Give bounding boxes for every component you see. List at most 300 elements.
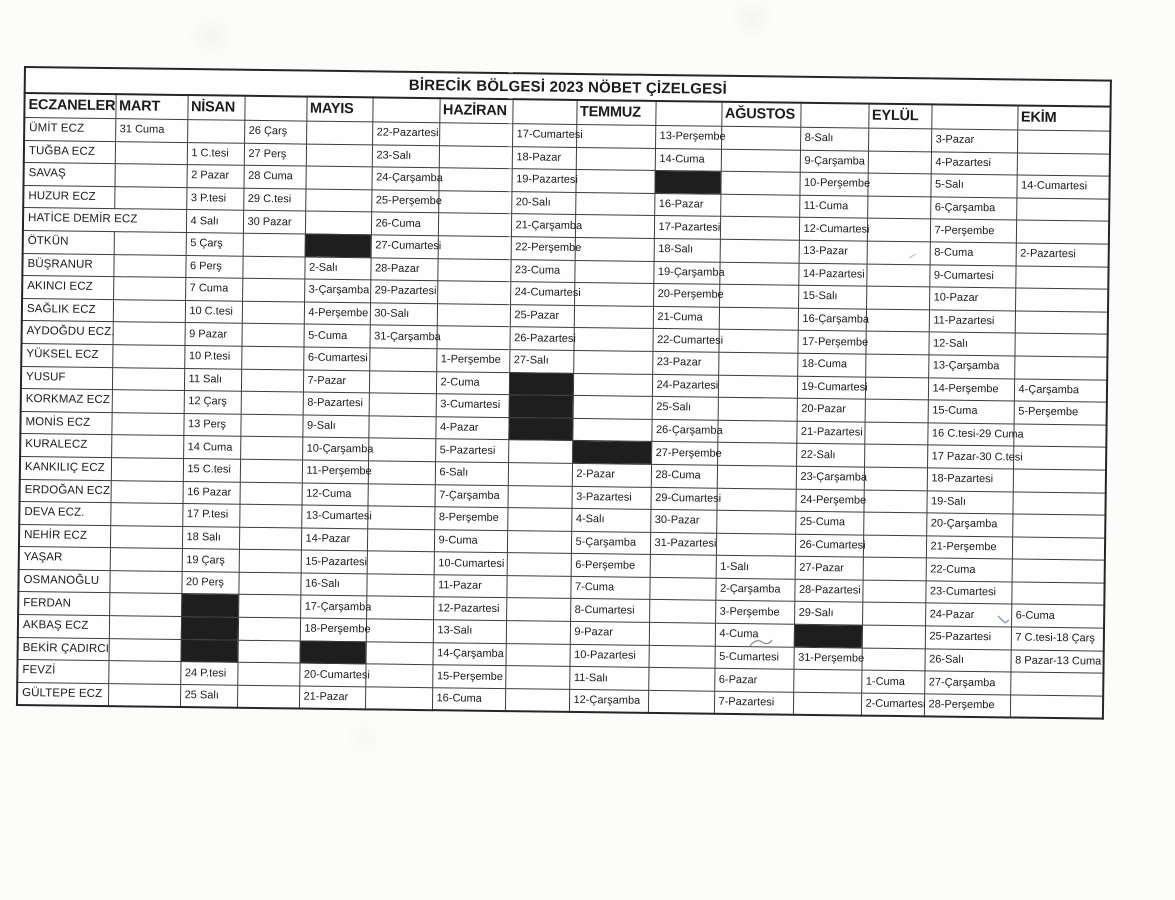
duty-date-cell: 8 Pazar-13 Cuma (1010, 650, 1103, 674)
empty-cell (1013, 446, 1106, 470)
empty-cell (438, 236, 511, 260)
empty-cell (720, 171, 799, 195)
empty-cell (862, 603, 925, 626)
pharmacy-name: ÖTKÜN (23, 230, 114, 254)
empty-cell (113, 299, 185, 322)
duty-date-cell: 8-Cumartesi (570, 599, 649, 623)
empty-cell (718, 330, 797, 354)
empty-cell (366, 619, 433, 642)
empty-cell (114, 164, 186, 187)
empty-cell (112, 390, 184, 413)
empty-cell (505, 688, 569, 712)
pharmacy-name: YAŞAR (19, 547, 110, 571)
duty-date-cell: 4-Perşembe (304, 302, 370, 325)
empty-cell (369, 393, 436, 416)
duty-date-cell: 2-Salı (304, 257, 370, 280)
empty-cell (109, 593, 181, 616)
empty-cell (439, 145, 512, 169)
empty-cell (1012, 514, 1105, 538)
empty-cell (867, 241, 930, 264)
empty-cell (719, 262, 798, 286)
duty-date-cell: 10-Cumartesi (434, 552, 507, 576)
empty-cell (863, 557, 926, 580)
column-header-eczaneler: ECZANELER (24, 93, 115, 119)
empty-cell (574, 260, 653, 284)
duty-date-cell: 2-Cumartesi (861, 693, 924, 717)
pharmacy-name: SAĞLIK ECZ (22, 298, 113, 322)
duty-date-cell: 31 Cuma (115, 119, 187, 142)
empty-cell (241, 391, 303, 414)
duty-date-cell: 19-Pazartesi (511, 169, 575, 192)
duty-date-cell: 16-Cuma (432, 688, 505, 712)
empty-cell (1017, 153, 1110, 177)
duty-date-cell: 3-Cumartesi (436, 394, 509, 418)
duty-date-cell: 5-Pazartesi (435, 439, 508, 463)
empty-cell (1012, 559, 1105, 583)
duty-date-cell: 2-Pazartesi (1016, 243, 1109, 267)
empty-cell (366, 596, 433, 619)
duty-date-cell: 5 Çarş (186, 233, 243, 256)
empty-cell (721, 126, 800, 150)
empty-cell (864, 422, 927, 445)
pharmacy-name: HATİCE DEMİR ECZ (23, 208, 186, 233)
duty-date-cell: 29 C.tesi (243, 188, 305, 211)
duty-date-cell: 7-Çarşamba (434, 484, 507, 508)
empty-cell (867, 173, 930, 196)
duty-date-cell: 24-Pazar (925, 603, 1011, 627)
duty-date-cell: 12-Cuma (302, 483, 368, 506)
empty-cell (1013, 469, 1106, 493)
empty-cell (717, 465, 796, 489)
duty-date-cell: 25-Salı (652, 397, 718, 420)
duty-date-cell: 27-Cumartesi (371, 235, 438, 258)
duty-date-cell: 6-Perşembe (571, 554, 650, 578)
duty-date-cell: 7-Pazar (303, 370, 369, 393)
empty-cell (367, 506, 434, 529)
duty-date-cell: 23-Cumartesi (925, 581, 1011, 605)
duty-date-cell: 27-Pazar (795, 557, 863, 580)
pharmacy-name: OSMANOĞLU (18, 569, 109, 593)
duty-date-cell: 10 P.tesi (184, 345, 241, 368)
duty-date-cell: 11-Salı (569, 667, 648, 691)
duty-date-cell: 8-Perşembe (434, 507, 507, 531)
empty-cell (240, 414, 302, 437)
empty-cell (238, 640, 300, 663)
duty-date-cell: 2-Pazar (572, 463, 651, 487)
duty-date-cell: 5-Perşembe (1014, 401, 1107, 425)
empty-cell (572, 418, 651, 442)
empty-cell (649, 577, 715, 600)
empty-cell (507, 485, 571, 508)
empty-cell (368, 461, 435, 484)
empty-cell (576, 147, 655, 171)
duty-schedule-sheet (16, 66, 1110, 720)
duty-date-cell: 26-Cuma (371, 212, 438, 235)
duty-date-cell: 29-Salı (794, 602, 862, 625)
duty-date-cell: 21-Pazartesi (796, 421, 864, 444)
duty-date-cell: 6-Pazar (714, 668, 793, 692)
duty-date-cell: 22-Pazartesi (372, 122, 439, 145)
pharmacy-name: KANKILIÇ ECZ (20, 456, 111, 480)
duty-date-cell: 25-Pazar (510, 304, 574, 327)
empty-cell (717, 420, 796, 444)
empty-cell (243, 233, 305, 256)
duty-date-cell: 21-Cuma (653, 306, 719, 329)
empty-cell (716, 533, 795, 557)
duty-date-cell: 24-Pazartesi (652, 374, 718, 397)
duty-date-cell: 24-Perşembe (795, 489, 863, 512)
empty-cell (866, 309, 929, 332)
duty-date-cell: 23-Pazar (652, 351, 718, 374)
empty-cell (863, 512, 926, 535)
duty-date-cell: 9-Salı (302, 415, 368, 438)
empty-cell (648, 668, 714, 691)
duty-date-cell: 12-Çarşamba (569, 689, 648, 713)
pharmacy-name: ERDOĞAN ECZ (20, 479, 111, 503)
duty-date-cell: 28-Pazar (370, 257, 437, 280)
empty-cell (863, 490, 926, 513)
column-header-empty (512, 99, 576, 124)
empty-cell (1014, 356, 1107, 380)
duty-date-cell: 11-Perşembe (302, 460, 368, 483)
empty-cell (793, 692, 861, 716)
empty-cell (367, 529, 434, 552)
empty-cell (109, 616, 181, 639)
empty-cell (110, 525, 182, 548)
empty-cell (507, 530, 571, 553)
duty-date-cell: 14-Cuma (655, 148, 721, 171)
duty-date-cell: 15-Salı (798, 285, 866, 308)
empty-cell (576, 124, 655, 148)
duty-date-cell: 20-Çarşamba (926, 513, 1012, 537)
empty-cell (1015, 266, 1108, 290)
empty-cell (114, 186, 186, 209)
duty-date-cell: 3-Çarşamba (304, 279, 370, 302)
pharmacy-name: BEKİR ÇADIRCI (18, 637, 109, 661)
empty-cell (109, 638, 181, 661)
duty-date-cell: 26 Çarş (244, 120, 306, 143)
duty-date-cell: 18 Salı (182, 526, 239, 549)
column-header-ni̇san: NİSAN (187, 95, 244, 120)
empty-cell (242, 278, 304, 301)
duty-date-cell: 23-Salı (372, 144, 439, 167)
empty-cell (305, 211, 371, 234)
duty-date-cell: 10-Perşembe (799, 172, 867, 195)
empty-cell (237, 662, 299, 685)
pharmacy-name: BÜŞRANUR (22, 253, 113, 277)
duty-date-cell: 24-Çarşamba (371, 167, 438, 190)
page-title: BİRECİK BÖLGESİ 2023 NÖBET ÇİZELGESİ (25, 67, 1111, 107)
empty-cell (242, 256, 304, 279)
empty-cell (575, 215, 654, 239)
empty-cell (573, 328, 652, 352)
empty-cell (864, 444, 927, 467)
duty-date-cell: 14-Pazar (301, 528, 367, 551)
empty-cell (573, 350, 652, 374)
duty-date-cell: 12 Çarş (184, 391, 241, 414)
pharmacy-name: YÜKSEL ECZ (21, 343, 112, 367)
empty-cell (305, 189, 371, 212)
duty-date-cell: 1-Salı (716, 556, 795, 580)
empty-cell (239, 504, 301, 527)
duty-date-cell: 9-Cuma (434, 529, 507, 553)
duty-date-cell: 16-Çarşamba (798, 308, 866, 331)
empty-cell (438, 168, 511, 192)
duty-date-cell: 20 Perş (181, 571, 238, 594)
duty-date-cell: 8-Cuma (930, 242, 1016, 266)
column-header-empty (655, 101, 721, 126)
empty-cell (1015, 311, 1108, 335)
duty-date-cell: 20-Cumartesi (299, 663, 365, 686)
empty-cell (437, 281, 510, 305)
duty-date-cell: 31-Perşembe (793, 647, 861, 670)
empty-cell (110, 548, 182, 571)
empty-cell (366, 641, 433, 664)
duty-date-cell: 1 C.tesi (187, 142, 244, 165)
duty-date-cell: 13-Pazar (799, 240, 867, 263)
duty-date-cell: 30-Salı (370, 303, 437, 326)
filled-black-cell (654, 171, 720, 194)
duty-date-cell: 16 Pazar (183, 481, 240, 504)
duty-date-cell: 19-Salı (926, 490, 1012, 514)
duty-date-cell: 25-Perşembe (371, 190, 438, 213)
filled-black-cell (181, 617, 238, 640)
duty-date-cell: 2-Çarşamba (715, 578, 794, 602)
empty-cell (862, 625, 925, 648)
duty-date-cell: 2 Pazar (186, 165, 243, 188)
duty-date-cell: 17-Cumartesi (512, 124, 576, 147)
duty-date-cell: 18-Cuma (797, 353, 865, 376)
duty-date-cell: 30 Pazar (243, 211, 305, 234)
pharmacy-name: ÜMİT ECZ (24, 118, 115, 142)
duty-date-cell: 31-Çarşamba (369, 325, 436, 348)
empty-cell (237, 685, 299, 709)
empty-cell (865, 354, 928, 377)
duty-date-cell: 16-Salı (300, 573, 366, 596)
duty-date-cell: 15-Pazartesi (301, 550, 367, 573)
duty-date-cell: 18-Pazartesi (927, 468, 1013, 492)
pharmacy-name: NEHİR ECZ (19, 524, 110, 548)
duty-date-cell: 7-Pazartesi (714, 691, 793, 715)
empty-cell (720, 239, 799, 263)
empty-cell (368, 416, 435, 439)
empty-cell (866, 286, 929, 309)
empty-cell (1012, 537, 1105, 561)
pharmacy-name: SAVAŞ (24, 163, 115, 187)
duty-date-cell: 29-Cumartesi (650, 487, 716, 510)
empty-cell (716, 488, 795, 512)
empty-cell (110, 503, 182, 526)
empty-cell (505, 666, 569, 689)
empty-cell (718, 397, 797, 421)
empty-cell (718, 375, 797, 399)
empty-cell (867, 196, 930, 219)
empty-cell (436, 326, 509, 350)
empty-cell (241, 369, 303, 392)
empty-cell (506, 575, 570, 598)
duty-date-cell: 6-Cuma (1011, 604, 1104, 628)
duty-date-cell: 12-Cumartesi (799, 218, 867, 241)
empty-cell (437, 303, 510, 327)
duty-date-cell: 5-Cumartesi (714, 646, 793, 670)
duty-date-cell: 2-Cuma (436, 371, 509, 395)
duty-date-cell: 26-Cumartesi (795, 534, 863, 557)
duty-date-cell: 4-Pazartesi (931, 151, 1017, 175)
empty-cell (1017, 130, 1110, 154)
duty-date-cell: 26-Salı (924, 649, 1010, 673)
duty-date-cell: 4-Cuma (715, 623, 794, 647)
duty-date-cell: 13 Perş (183, 413, 240, 436)
column-header-empty (244, 96, 306, 121)
empty-cell (866, 264, 929, 287)
duty-date-cell: 10-Pazar (929, 287, 1015, 311)
empty-cell (721, 149, 800, 173)
empty-cell (574, 305, 653, 329)
duty-date-cell: 6 Perş (185, 255, 242, 278)
duty-date-cell: 18-Salı (654, 238, 720, 261)
empty-cell (241, 324, 303, 347)
column-header-mart: MART (115, 94, 187, 119)
empty-cell (113, 277, 185, 300)
empty-cell (111, 458, 183, 481)
empty-cell (113, 322, 185, 345)
empty-cell (864, 467, 927, 490)
duty-date-cell: 13-Cumartesi (301, 505, 367, 528)
duty-date-cell: 13-Perşembe (655, 125, 721, 148)
column-header-hazi̇ran: HAZİRAN (439, 98, 512, 123)
empty-cell (507, 508, 571, 531)
duty-date-cell: 11 Salı (184, 368, 241, 391)
pharmacy-name: KORKMAZ ECZ (21, 389, 112, 413)
duty-date-cell: 20-Pazar (797, 398, 865, 421)
empty-cell (508, 440, 572, 463)
pharmacy-name: MONİS ECZ (20, 411, 111, 435)
empty-cell (649, 622, 715, 645)
duty-date-cell: 23-Cuma (510, 259, 574, 282)
duty-date-cell: 16-Pazar (654, 193, 720, 216)
column-header-empty (372, 97, 439, 122)
duty-date-cell: 20-Perşembe (653, 284, 719, 307)
filled-black-cell (508, 417, 572, 440)
empty-cell (719, 307, 798, 331)
empty-cell (718, 352, 797, 376)
column-header-ağustos: AĞUSTOS (721, 102, 800, 127)
duty-date-cell: 5-Cuma (303, 324, 369, 347)
pharmacy-name: KURALECZ (20, 434, 111, 458)
duty-date-cell: 21-Perşembe (926, 536, 1012, 560)
empty-cell (719, 284, 798, 308)
empty-cell (720, 194, 799, 218)
duty-date-cell: 27-Perşembe (651, 442, 717, 465)
empty-cell (239, 527, 301, 550)
duty-date-cell: 28-Perşembe (924, 694, 1010, 718)
empty-cell (865, 399, 928, 422)
empty-cell (573, 396, 652, 420)
duty-date-cell: 19 Çarş (182, 549, 239, 572)
pharmacy-name: GÜLTEPE ECZ (17, 682, 108, 706)
empty-cell (367, 483, 434, 506)
filled-black-cell (572, 441, 651, 465)
pharmacy-name: YUSUF (21, 366, 112, 390)
duty-date-cell: 13-Çarşamba (928, 355, 1014, 379)
duty-date-cell: 13-Salı (433, 620, 506, 644)
column-header-empty (800, 103, 868, 128)
duty-date-cell: 9-Çarşamba (800, 150, 868, 173)
duty-date-cell: 27 Perş (244, 143, 306, 166)
empty-cell (575, 192, 654, 216)
empty-cell (108, 683, 180, 707)
filled-black-cell (181, 639, 238, 662)
duty-date-cell: 28-Pazartesi (794, 579, 862, 602)
duty-date-cell: 15-Cuma (928, 400, 1014, 424)
empty-cell (867, 218, 930, 241)
duty-date-cell: 31-Pazartesi (650, 532, 716, 555)
empty-cell (111, 480, 183, 503)
duty-date-cell: 12-Pazartesi (433, 597, 506, 621)
empty-cell (187, 120, 244, 143)
duty-date-cell: 9 Pazar (185, 323, 242, 346)
empty-cell (112, 345, 184, 368)
pharmacy-name: DEVA ECZ. (19, 502, 110, 526)
column-header-eki̇m: EKİM (1017, 105, 1110, 131)
empty-cell (575, 237, 654, 261)
empty-cell (239, 550, 301, 573)
empty-cell (720, 217, 799, 241)
column-header-temmuz: TEMMUZ (576, 100, 655, 125)
empty-cell (1016, 198, 1109, 222)
empty-cell (242, 301, 304, 324)
duty-date-cell: 24 P.tesi (180, 662, 237, 685)
pharmacy-name: AKBAŞ ECZ (18, 615, 109, 639)
duty-date-cell: 3-Pazartesi (571, 486, 650, 510)
duty-date-cell: 1-Cuma (861, 670, 924, 693)
empty-cell (369, 370, 436, 393)
empty-cell (437, 258, 510, 282)
pharmacy-name: AYDOĞDU ECZ. (22, 321, 113, 345)
pharmacy-name: FERDAN (18, 592, 109, 616)
duty-date-cell: 27-Salı (509, 350, 573, 373)
empty-cell (793, 669, 861, 692)
duty-date-cell: 17 Pazar-30 C.tesi (927, 445, 1013, 469)
column-header-eylül: EYLÜL (868, 104, 931, 129)
duty-date-cell: 20-Salı (511, 191, 575, 214)
duty-date-cell: 9-Cumartesi (929, 264, 1015, 288)
duty-date-cell: 7-Cuma (570, 576, 649, 600)
empty-cell (306, 144, 372, 167)
duty-date-cell: 4 Salı (186, 210, 243, 233)
empty-cell (238, 617, 300, 640)
duty-date-cell: 26-Çarşamba (651, 419, 717, 442)
empty-cell (574, 283, 653, 307)
duty-date-cell: 19-Çarşamba (653, 261, 719, 284)
duty-date-cell: 5-Çarşamba (571, 531, 650, 555)
duty-date-cell: 6-Çarşamba (930, 197, 1016, 221)
duty-date-cell: 14-Perşembe (928, 377, 1014, 401)
duty-date-cell: 28-Cuma (651, 464, 717, 487)
empty-cell (109, 570, 181, 593)
empty-cell (438, 190, 511, 214)
empty-cell (717, 443, 796, 467)
duty-date-cell: 14-Cumartesi (1016, 175, 1109, 199)
empty-cell (506, 598, 570, 621)
duty-date-cell: 14 Cuma (183, 436, 240, 459)
empty-cell (1011, 582, 1104, 606)
empty-cell (111, 435, 183, 458)
duty-date-cell: 10 C.tesi (185, 300, 242, 323)
duty-date-cell: 21-Pazar (299, 686, 365, 710)
duty-date-cell: 9-Pazar (570, 621, 649, 645)
empty-cell (111, 412, 183, 435)
